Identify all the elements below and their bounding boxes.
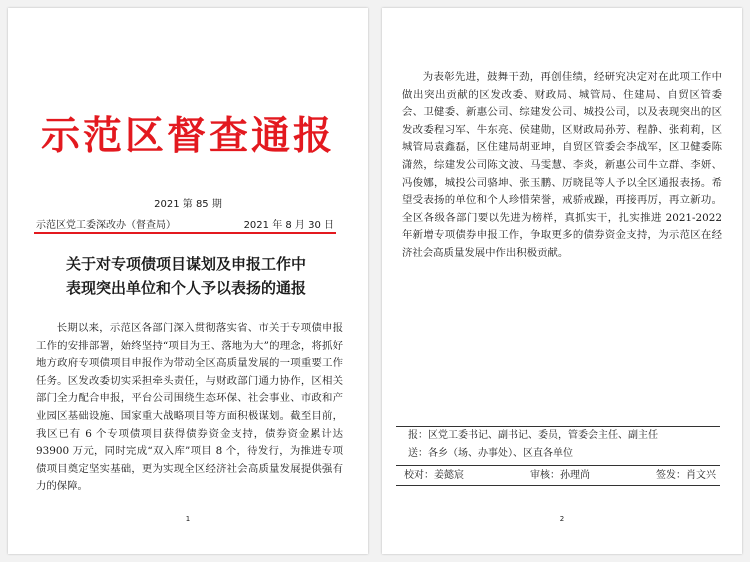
masthead-title: 示范区督查通报 [40, 113, 335, 159]
body-paragraph-1: 长期以来，示范区各部门深入贯彻落实省、市关于专项债申报工作的安排部署，始终坚持“项目为王、落地为大”的理念，将抓好地方政府专项债项目申报作为带动全区高质量发展的一项重要工作任务。区发改委切实采担牵头责任，与财政部门通力协作，区相关部门全力配合申报，平台公司围绕生态环保、社会事业、市政和产业园区基础设施、国家重大战略项目等方面积极谋划。截至目前，我区已有 6 个专项债项目获得债券资金支持，债券资金累计达 93900 万元，同时完成“双入库”项目 8 个，待发行，为推进专项债项目奠定坚实基础，更为实现全区经济社会高质量发展提供强有力的保障。 [36, 322, 343, 493]
send-to-line: 送：各乡（场、办事处）、区直各单位 [408, 448, 573, 459]
signatory: 签发：肖文兴 [656, 470, 716, 481]
report-to-line: 报：区党工委书记、副书记、委员，管委会主任、副主任 [408, 430, 658, 441]
red-divider [34, 232, 336, 234]
reviewer: 审核：孙理尚 [530, 470, 590, 481]
proofreader: 校对：姜懿宸 [404, 470, 464, 481]
body-paragraph-2: 为表彰先进，鼓舞干劲，再创佳绩，经研究决定对在此项工作中做出突出贡献的区发改委、财政局、城管局、住建局、自贸区管委会、卫健委、新惠公司、综建发公司、城投公司，以及表现突出的区发改委程习军、牛东亮、侯建勋，区财政局孙芳、程静、张莉莉，区城管局袁鑫磊，区住建局胡亚坤，自贸区管委会李战军，区卫健委陈潇然，综建发公司陈文波、马雯慧、李炎，新惠公司牛立群、李妍、冯俊娜，城投公司骆坤、张玉鹏、厉晓昆等人予以全区通报表扬。希望受表扬的单位和个人珍惜荣誉，戒骄戒躁，再接再厉，再立新功。全区各级各部门要以先进为榜样，真抓实干，扎实推进 2021-2022 年新增专项债券申报工作，争取更多的债券资金支持，为示范区在经济社会高质量发展中作出积极贡献。 [402, 71, 722, 259]
document-title-line-2: 表现突出单位和个人予以表扬的通报 [65, 279, 306, 297]
document-title-line-1: 关于对专项债项目谋划及申报工作中 [65, 255, 306, 273]
document-page-2 [382, 8, 742, 554]
footer-rule-top [396, 426, 720, 427]
signature-row [404, 469, 716, 482]
issuing-office: 示范区党工委深改办（督查局） [36, 220, 176, 231]
page-number-2: 2 [559, 515, 565, 523]
footer-rule-middle [396, 465, 720, 466]
page-number-1: 1 [185, 515, 191, 523]
document-page-1 [8, 8, 368, 554]
footer-rule-bottom [396, 485, 720, 486]
document-title [34, 252, 338, 300]
issue-date: 2021 年 8 月 30 日 [243, 220, 334, 231]
issue-number: 2021 第 85 期 [154, 199, 222, 210]
